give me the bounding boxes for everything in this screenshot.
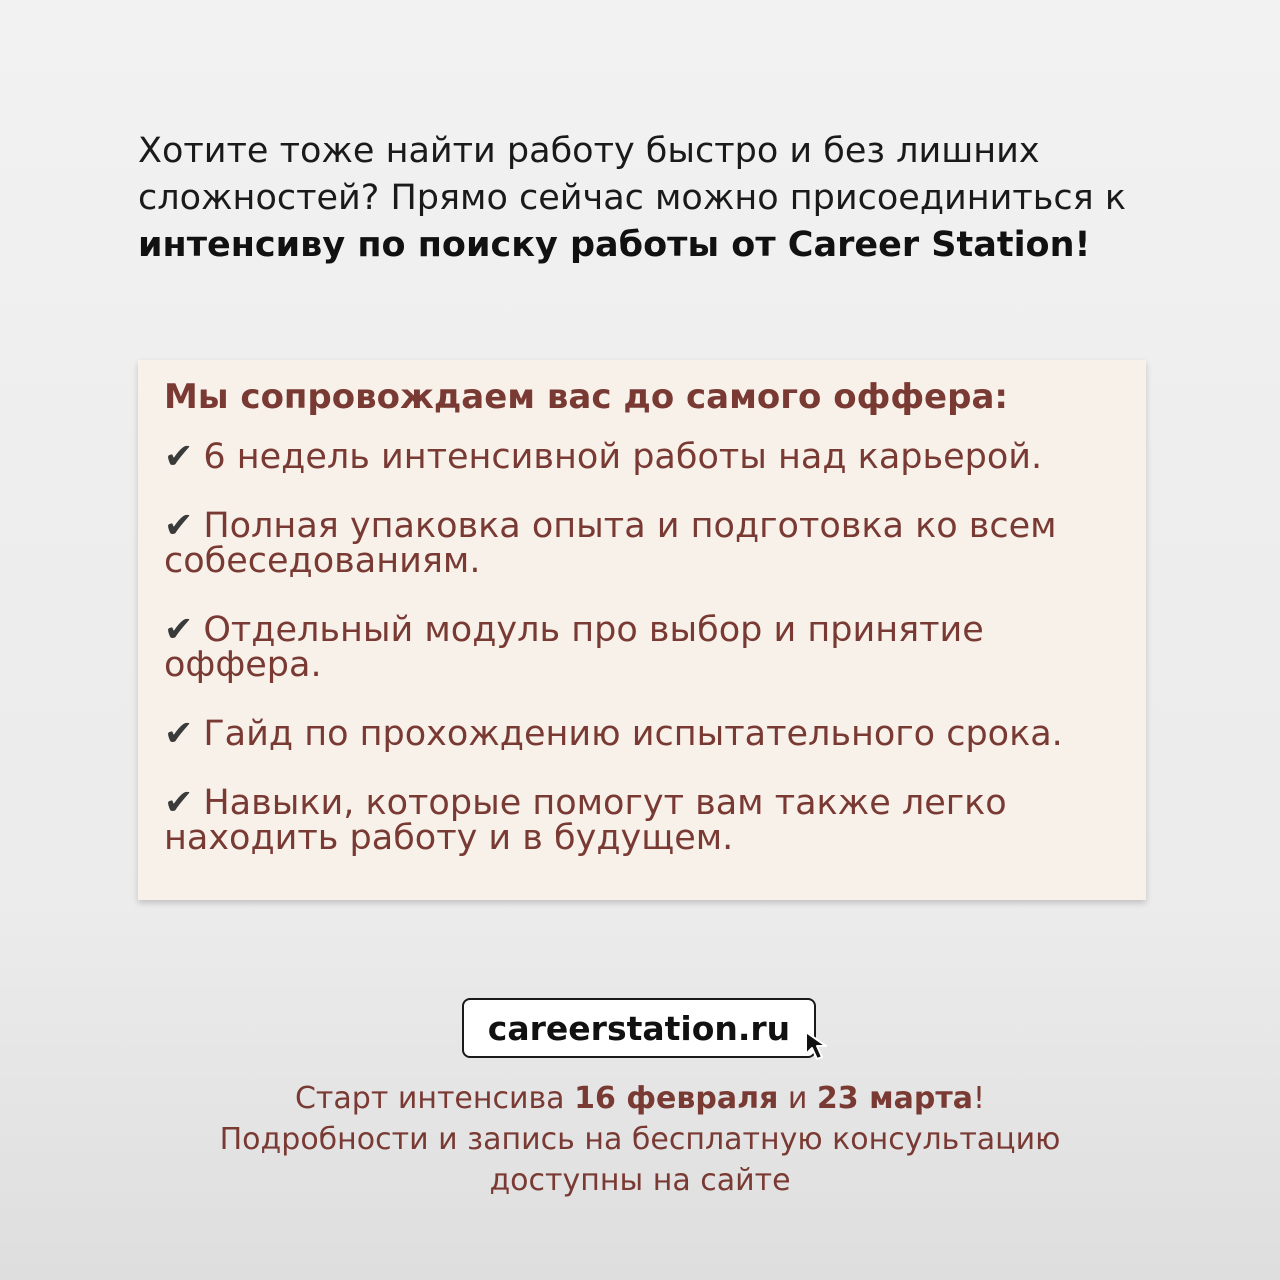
list-item	[164, 783, 1126, 858]
list-item	[164, 714, 1126, 754]
intro-bold: интенсиву по поиску работы от Career Station!	[138, 225, 1091, 265]
footer-line-2: Подробности и запись на бесплатную консультацию	[219, 1122, 1061, 1157]
footer-date-1: 16 февраля	[574, 1081, 779, 1116]
intro-text	[138, 128, 1138, 269]
card-title: Мы сопровождаем вас до самого оффера:	[164, 377, 1008, 417]
footer-and: и	[778, 1081, 817, 1116]
checkmark-icon: ✔	[164, 506, 194, 546]
cursor-arrow-icon	[802, 1028, 836, 1062]
checkmark-icon: ✔	[164, 714, 194, 754]
footer-line-1	[0, 1078, 1280, 1119]
intro-plain: Хотите тоже найти работу быстро и без лишних сложностей? Прямо сейчас можно присоединиться к	[138, 131, 1126, 218]
footer-text	[0, 1078, 1280, 1201]
list-item-text: Отдельный модуль про выбор и принятие оффера.	[164, 610, 984, 685]
list-item	[164, 610, 1126, 685]
list-item	[164, 437, 1126, 477]
site-link-button[interactable]: careerstation.ru	[462, 998, 816, 1058]
benefits-list	[164, 437, 1126, 858]
site-link-wrap	[462, 998, 816, 1058]
benefits-card	[138, 360, 1146, 900]
list-item-text: Гайд по прохождению испытательного срока.	[203, 714, 1063, 754]
list-item	[164, 506, 1126, 581]
checkmark-icon: ✔	[164, 437, 194, 477]
footer-date-2: 23 марта	[816, 1081, 973, 1116]
footer-exclaim: !	[973, 1081, 986, 1116]
list-item-text: Навыки, которые помогут вам также легко находить работу и в будущем.	[164, 783, 1007, 858]
checkmark-icon: ✔	[164, 610, 194, 650]
footer-line-3: доступны на сайте	[489, 1163, 791, 1198]
footer-start-prefix: Старт интенсива	[294, 1081, 575, 1116]
list-item-text: Полная упаковка опыта и подготовка ко всем собеседованиям.	[164, 506, 1057, 581]
checkmark-icon: ✔	[164, 783, 194, 823]
list-item-text: 6 недель интенсивной работы над карьерой.	[203, 437, 1043, 477]
